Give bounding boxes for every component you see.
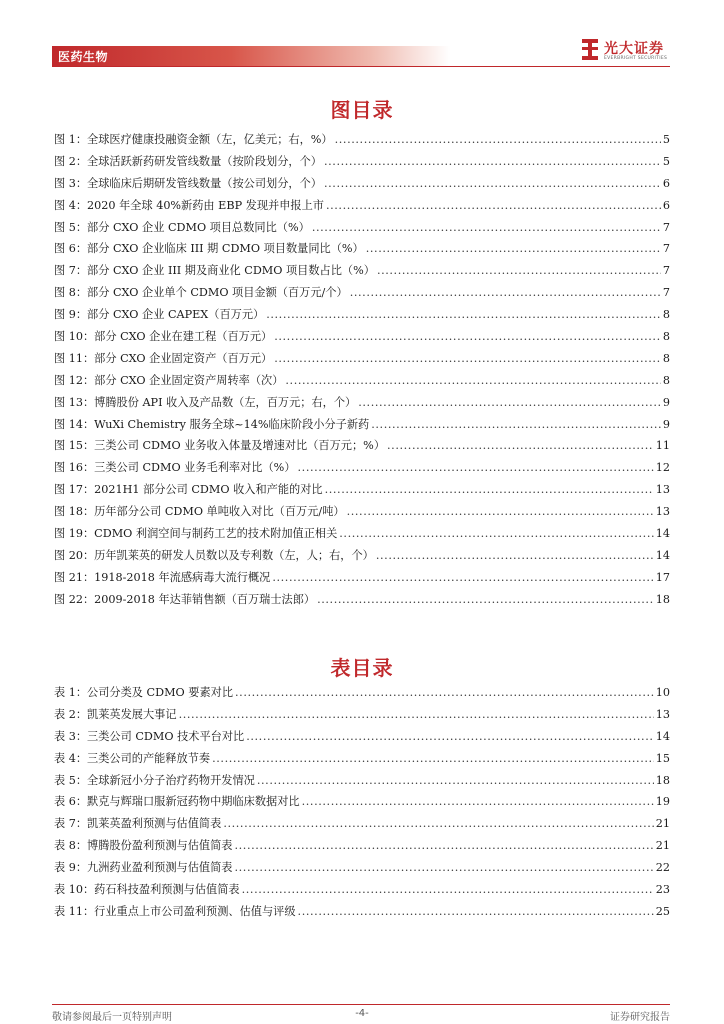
figures-toc-title: 图目录 — [330, 98, 394, 122]
figure-toc-entry[interactable] — [54, 525, 670, 547]
table-toc-entry-label: 表 6：默克与辉瑞口服新冠药物中期临床数据对比 — [54, 795, 300, 809]
figure-toc-entry-label: 图 14：WuXi Chemistry 服务全球~14%临床阶段小分子新药 — [54, 417, 370, 431]
table-toc-entry-label: 表 2：凯莱英发展大事记 — [54, 707, 177, 721]
figure-toc-entry-page: 9 — [662, 417, 670, 431]
dot-leader — [339, 527, 653, 540]
dot-leader — [302, 795, 654, 808]
figure-toc-entry-page: 13 — [655, 483, 670, 497]
figure-toc-entry-label: 图 15：三类公司 CDMO 业务收入体量及增速对比（百万元；%） — [54, 439, 386, 453]
footer-divider — [52, 1004, 670, 1005]
dot-leader — [246, 730, 654, 743]
table-toc-entry[interactable] — [54, 728, 670, 750]
figure-toc-entry[interactable] — [54, 219, 670, 241]
dot-leader — [298, 905, 654, 918]
dot-leader — [324, 155, 661, 168]
figure-toc-entry[interactable] — [54, 591, 670, 613]
figure-toc-entry[interactable] — [54, 240, 670, 262]
figure-toc-entry[interactable] — [54, 372, 670, 394]
figure-toc-entry-label: 图 7：部分 CXO 企业 III 期及商业化 CDMO 项目数占比（%） — [54, 264, 375, 278]
figure-toc-entry-page: 13 — [655, 505, 670, 519]
figure-toc-entry-page: 8 — [662, 351, 670, 365]
table-toc-entry-page: 18 — [655, 773, 670, 787]
figure-toc-entry[interactable] — [54, 503, 670, 525]
table-toc-entry[interactable] — [54, 772, 670, 794]
table-toc-entry-page: 14 — [655, 729, 670, 743]
figure-toc-entry-label: 图 3：全球临床后期研发管线数量（按公司划分，个） — [54, 176, 322, 190]
table-toc-entry-page: 13 — [655, 707, 670, 721]
figure-toc-entry-label: 图 16：三类公司 CDMO 业务毛利率对比（%） — [54, 461, 296, 475]
dot-leader — [274, 352, 661, 365]
figure-toc-entry-label: 图 22：2009-2018 年达菲销售额（百万瑞士法郎） — [54, 592, 316, 606]
figure-toc-entry-page: 12 — [655, 461, 670, 475]
table-toc-entry[interactable] — [54, 706, 670, 728]
tables-toc-title: 表目录 — [330, 656, 394, 680]
dot-leader — [376, 549, 654, 562]
dot-leader — [347, 505, 654, 518]
table-toc-entry-page: 10 — [655, 686, 670, 699]
table-toc-entry[interactable] — [54, 815, 670, 837]
company-logo — [580, 38, 672, 64]
table-toc-entry-page: 23 — [655, 883, 670, 897]
logo-subtitle: EVERBRIGHT SECURITIES — [604, 56, 668, 61]
figure-toc-entry-label: 图 4：2020 年全球 40%新药由 EBP 发现并申报上市 — [54, 198, 324, 212]
figure-toc-entry-label: 图 8：部分 CXO 企业单个 CDMO 项目金额（百万元/个） — [54, 286, 348, 300]
figure-toc-entry[interactable] — [54, 437, 670, 459]
table-toc-entry-label: 表 8：博腾股份盈利预测与估值简表 — [54, 839, 233, 853]
table-toc-entry-page: 25 — [655, 904, 670, 918]
dot-leader — [212, 752, 654, 765]
header-section-band — [52, 46, 450, 66]
figure-toc-entry[interactable] — [54, 350, 670, 372]
figure-toc-entry[interactable] — [54, 153, 670, 175]
dot-leader — [179, 708, 654, 721]
figure-toc-entry-page: 18 — [655, 592, 670, 606]
figure-toc-entry[interactable] — [54, 547, 670, 569]
page-number: -4- — [355, 1008, 369, 1019]
dot-leader — [335, 133, 661, 146]
figure-toc-entry[interactable] — [54, 131, 670, 153]
figure-toc-entry-label: 图 9：部分 CXO 企业 CAPEX（百万元） — [54, 308, 265, 322]
figure-toc-entry-label: 图 1：全球医疗健康投融资金额（左，亿美元；右，%） — [54, 133, 333, 146]
figure-toc-entry-label: 图 11：部分 CXO 企业固定资产（百万元） — [54, 351, 273, 365]
logo-name: 光大证券 — [604, 41, 664, 57]
dot-leader — [312, 221, 661, 234]
table-toc-entry-label: 表 11：行业重点上市公司盈利预测、估值与评级 — [54, 904, 296, 918]
table-toc-entry[interactable] — [54, 684, 670, 706]
figure-toc-entry[interactable] — [54, 459, 670, 481]
figure-toc-entry[interactable] — [54, 416, 670, 438]
header-divider — [52, 66, 670, 67]
figure-toc-entry-page: 8 — [662, 308, 670, 322]
dot-leader — [326, 199, 661, 212]
table-toc-entry[interactable] — [54, 881, 670, 903]
figure-toc-entry-page: 6 — [662, 176, 670, 190]
dot-leader — [377, 264, 661, 277]
dot-leader — [235, 686, 654, 699]
dot-leader — [325, 483, 654, 496]
figure-toc-entry[interactable] — [54, 262, 670, 284]
dot-leader — [317, 593, 654, 606]
figure-toc-entry-page: 8 — [662, 373, 670, 387]
figure-toc-entry[interactable] — [54, 175, 670, 197]
table-toc-entry[interactable] — [54, 903, 670, 925]
table-toc-entry-page: 21 — [655, 839, 670, 853]
table-toc-entry-label: 表 10：药石科技盈利预测与估值简表 — [54, 883, 240, 897]
dot-leader — [274, 330, 661, 343]
dot-leader — [324, 177, 661, 190]
figure-toc-entry-label: 图 2：全球活跃新药研发管线数量（按阶段划分，个） — [54, 154, 322, 168]
table-toc-entry[interactable] — [54, 837, 670, 859]
figure-toc-entry-label: 图 18：历年部分公司 CDMO 单吨收入对比（百万元/吨） — [54, 505, 345, 519]
figure-toc-entry-page: 7 — [662, 220, 670, 234]
figure-toc-entry-label: 图 20：历年凯莱英的研发人员数以及专利数（左，人；右，个） — [54, 548, 374, 562]
figure-toc-entry[interactable] — [54, 284, 670, 306]
dot-leader — [371, 418, 661, 431]
table-toc-entry-page: 22 — [655, 861, 670, 875]
footer-report-type: 证券研究报告 — [610, 1012, 670, 1023]
figure-toc-entry-page: 7 — [662, 286, 670, 300]
dot-leader — [387, 439, 654, 452]
figure-toc-entry-page: 8 — [662, 330, 670, 344]
figure-toc-entry[interactable] — [54, 481, 670, 503]
figure-toc-entry-label: 图 19：CDMO 利润空间与制药工艺的技术附加值正相关 — [54, 527, 338, 541]
figure-toc-entry[interactable] — [54, 306, 670, 328]
dot-leader — [350, 286, 661, 299]
table-toc-entry-page: 21 — [655, 817, 670, 831]
figure-toc-entry-page: 14 — [655, 548, 670, 562]
figure-toc-entry-label: 图 6：部分 CXO 企业临床 III 期 CDMO 项目数量同比（%） — [54, 242, 364, 256]
logo-icon — [580, 38, 600, 62]
figure-toc-entry-label: 图 21：1918-2018 年流感病毒大流行概况 — [54, 570, 271, 584]
figure-toc-entry-page: 5 — [662, 154, 670, 168]
figure-toc-entry-page: 7 — [662, 264, 670, 278]
dot-leader — [266, 308, 661, 321]
figure-toc-entry-page: 6 — [662, 198, 670, 212]
table-toc-entry-label: 表 5：全球新冠小分子治疗药物开发情况 — [54, 773, 255, 787]
table-toc-entry-label: 表 3：三类公司 CDMO 技术平台对比 — [54, 729, 245, 743]
table-toc-entry-label: 表 7：凯莱英盈利预测与估值简表 — [54, 817, 222, 831]
dot-leader — [358, 396, 661, 409]
figure-toc-entry[interactable] — [54, 328, 670, 350]
header-section-label: 医药生物 — [58, 50, 109, 64]
dot-leader — [242, 883, 654, 896]
figure-toc-entry-page: 5 — [662, 133, 670, 146]
figure-toc-entry-page: 7 — [662, 242, 670, 256]
table-toc-entry-label: 表 1：公司分类及 CDMO 要素对比 — [54, 686, 234, 699]
table-toc-entry-label: 表 9：九洲药业盈利预测与估值简表 — [54, 861, 233, 875]
figure-toc-entry-label: 图 13：博腾股份 API 收入及产品数（左，百万元；右，个） — [54, 395, 357, 409]
dot-leader — [223, 817, 653, 830]
dot-leader — [235, 839, 654, 852]
dot-leader — [235, 861, 654, 874]
figure-toc-entry[interactable] — [54, 197, 670, 219]
table-toc-entry-page: 15 — [655, 751, 670, 765]
figure-toc-entry-page: 14 — [655, 527, 670, 541]
dot-leader — [285, 374, 660, 387]
table-toc-entry-page: 19 — [655, 795, 670, 809]
figure-toc-entry-label: 图 5：部分 CXO 企业 CDMO 项目总数同比（%） — [54, 220, 310, 234]
dot-leader — [366, 242, 661, 255]
footer-disclaimer: 敬请参阅最后一页特别声明 — [52, 1012, 172, 1023]
tables-toc-list — [54, 684, 670, 925]
table-toc-entry[interactable] — [54, 793, 670, 815]
figure-toc-entry-label: 图 17：2021H1 部分公司 CDMO 收入和产能的对比 — [54, 483, 323, 497]
figure-toc-entry-page: 17 — [655, 570, 670, 584]
figure-toc-entry-page: 9 — [662, 395, 670, 409]
figure-toc-entry[interactable] — [54, 569, 670, 591]
table-toc-entry[interactable] — [54, 859, 670, 881]
table-toc-entry-label: 表 4：三类公司的产能释放节奏 — [54, 751, 211, 765]
dot-leader — [272, 571, 653, 584]
figure-toc-entry[interactable] — [54, 394, 670, 416]
figures-toc-list — [54, 131, 670, 613]
dot-leader — [298, 461, 654, 474]
dot-leader — [257, 774, 654, 787]
figure-toc-entry-label: 图 12：部分 CXO 企业固定资产周转率（次） — [54, 373, 284, 387]
figure-toc-entry-label: 图 10：部分 CXO 企业在建工程（百万元） — [54, 330, 273, 344]
figure-toc-entry-page: 11 — [655, 439, 670, 453]
table-toc-entry[interactable] — [54, 750, 670, 772]
